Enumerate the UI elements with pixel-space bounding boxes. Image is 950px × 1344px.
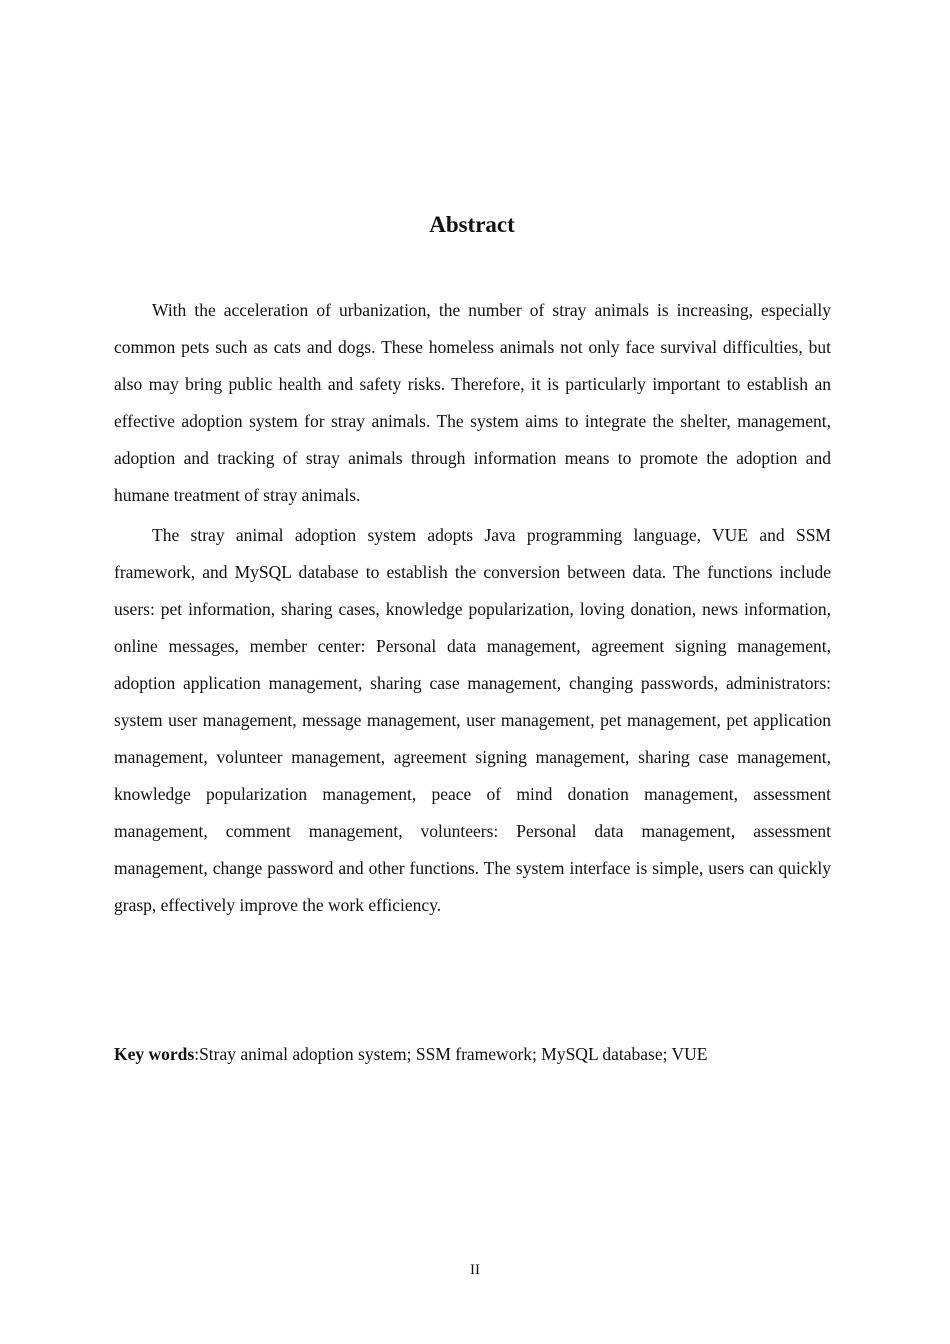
abstract-title: Abstract: [429, 212, 515, 237]
page-number: II: [470, 1262, 480, 1278]
keywords-separator: :: [194, 1044, 200, 1064]
keywords-label: Key words: [114, 1044, 195, 1064]
abstract-paragraph-1: With the acceleration of urbanization, the number of stray animals is increasing, especially common pets such as cats and dogs. These homeless animals not only face survival difficulties, but also may bring public health and safety risks. Therefore, it is particularly important to establish an effective adoption system for stray animals. The system aims to integrate the shelter, management, adoption and tracking of stray animals through information means to promote the adoption and humane treatment of stray animals.: [114, 300, 831, 505]
abstract-body: [114, 292, 831, 924]
keywords-text: Stray animal adoption system; SSM framework; MySQL database; VUE: [199, 1044, 708, 1064]
keywords-line: [114, 1038, 831, 1070]
abstract-paragraph-2: The stray animal adoption system adopts Java programming language, VUE and SSM framework, and MySQL database to establish the conversion between data. The functions include users: pet information, sharing cases, knowledge popularization, loving donation, news information, online messages, member center: Personal data management, agreement signing management, adoption application management, sharing case management, changing passwords, administrators: system user management, message management, user management, pet management, pet application management, volunteer management, agreement signing management, sharing case management, knowledge popularization management, peace of mind donation management, assessment management, comment management, volunteers: Personal data management, assessment management, change password and other functions. The system interface is simple, users can quickly grasp, effectively improve the work efficiency.: [114, 525, 831, 915]
